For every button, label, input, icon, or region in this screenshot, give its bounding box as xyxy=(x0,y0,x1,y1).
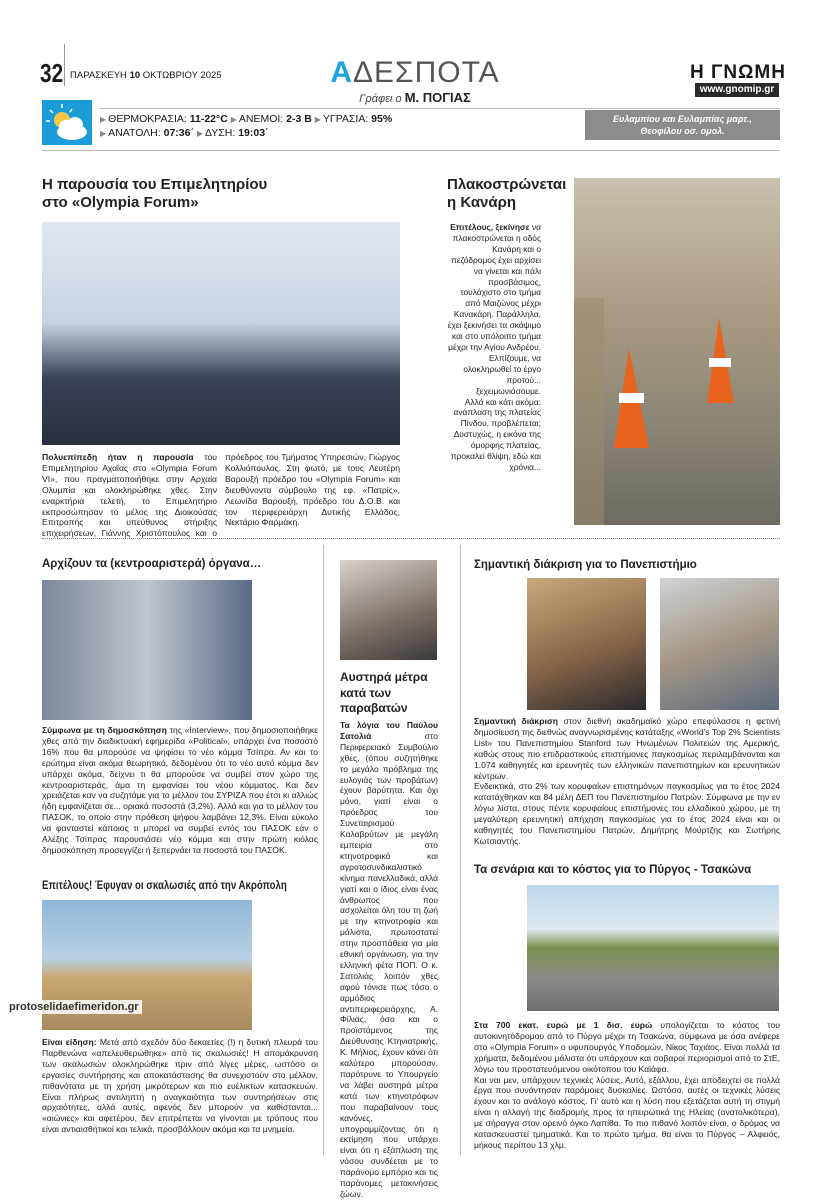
sun-cloud-icon xyxy=(42,100,92,145)
paragraph: Ελπίζουμε, να ολοκληρωθεί το έργο προτού... ξεχειμωνιάσουμε. xyxy=(463,352,541,396)
column-title-rest: ΔΕΣΠΟΤΑ xyxy=(352,56,500,89)
lead: Πολυεπίπεδη ήταν η παρουσία xyxy=(42,452,194,462)
wind-label: ΑΝΕΜΟΙ: xyxy=(238,113,284,125)
lead: Είναι είδηση: xyxy=(42,1037,97,1047)
traffic-cones-icon xyxy=(574,178,780,525)
temp-label: ΘΕΡΜΟΚΡΑΣΙΑ: xyxy=(108,113,187,125)
watermark: protoselidaefimeridon.gr xyxy=(6,1000,142,1014)
date-day: 10 xyxy=(129,70,141,81)
body: Μετά από σχεδόν δύο δεκαετίες (!) η δυτική πλευρά του Παρθενώνα «απελευθερώθηκε» από τις σκαλωσιές! Η απομάκρυνση των σκαλωσιών ολοκληρώθηκε πριν από λίγες μέρες, ωστόσο οι εργασίες συντήρησης και αποκατάστασης θα συνεχιστούν στο μέλλον, πιθανότατα με τη χρήση μικρότερων και πιο ευέλικτων κατασκευών. Είναι πλήρως αντιληπτή η αναγκαιότητα των συντηρήσεων στις αρχαιότητες, αλλά αυτές, αφενός δεν μπορούν να καθίστανται... «αιώνιες» και αφετέρου, δεν επιτρέπεται να γίνονται με τρόπους που είναι αντιαισθητικοί και τελικά, προσβάλλουν ακόμα και τα μνημεία. xyxy=(42,1037,318,1135)
article-title-panepistimio: Σημαντική διάκριση για το Πανεπιστήμιο xyxy=(474,559,697,571)
temp-value: 11-22°C xyxy=(189,113,228,125)
politicians-photo xyxy=(42,580,252,720)
column-title-initial: Α xyxy=(330,56,353,89)
akropoli-text xyxy=(42,1037,318,1135)
paragraph: Και ναι μεν, υπάρχουν τεχνικές λύσεις. Αυτό, εξάλλου, έχει αποδειχτεί σε πολλά έργα που συνάντησαν παρόμοιες δυσκολίες. Ωστόσο, αυτές οι τεχνικές λύσεις έχουν και το ανάλογο κόστος. Γι' αυτό και η λύση που εξετάζεται αυτή τη στιγμή είναι η αλλαγή της διαδρομής προς τα ηπειρωτικά της Ηλείας (ανατολικότερα), με σήραγγα στον ορεινό όγκο Λαπίθα. Το πιο πιθανό λοιπόν είναι, ο δρόμος να κατασκευαστεί τμηματικά. Και το πρώτο τμήμα, θα είναι το Πύργος – Αλφειός, μήκους περίπου 13 χλμ. xyxy=(474,1074,780,1150)
divider xyxy=(64,44,65,86)
newspaper-logo: Η ΓΝΩΜΗ xyxy=(690,62,786,83)
wind-value: 2-3 B xyxy=(286,113,312,125)
sunset-label: ΔΥΣΗ: xyxy=(205,127,236,139)
lead: Τα λόγια του Παύλου Σατολιά xyxy=(340,720,438,741)
kanari-text xyxy=(447,222,541,473)
kanari-street-photo xyxy=(574,178,780,525)
body: στον διεθνή ακαδημαϊκό χώρο επεφύλασσε η φετινή δημοσίευση της διεθνώς αναγνωρισμένης κατάταξης «World's Top 2% Scientists List» του Πανεπιστημίου Stanford των Ηνωμένων Πολιτειών της Αμερικής, καθώς στους πιο επιδραστικούς επιστήμονες παγκοσμίως περιλαμβάνονται και 1.074 καθηγητές και ερευνητές των ελληνικών πανεπιστημίων και ερευνητικών κέντρων. xyxy=(474,716,780,781)
page-number: 32 xyxy=(40,58,64,88)
weather-line-2: ▶ ΑΝΑΤΟΛΗ: 07:36΄ ▶ ΔΥΣΗ: 19:03΄ xyxy=(100,127,269,139)
humidity-value: 95% xyxy=(371,113,393,125)
weather-line-1: ▶ ΘΕΡΜΟΚΡΑΣΙΑ: 11-22°C ▶ ΑΝΕΜΟΙ: 2-3 B ▶ ΥΓΡΑΣΙΑ: 95% xyxy=(100,113,393,125)
panepistimio-text xyxy=(474,716,780,847)
highway-photo xyxy=(527,885,779,1011)
lead: Σημαντική διάκριση xyxy=(474,716,559,726)
body: του Επιμελητηρίου Αχαΐας στο «Olympia Forum VI», που πραγματοποιήθηκε στην Αρχαία Ολυμπία και ολοκληρώθηκε χθες. Στην εναρκτήρια τελετή, το Επιμελητήριο εκπροσώπησαν το μέλος της Διοικούσας Επιτροπής και υπεύθυνος στήριξης επιχειρήσεων, Γιάννης Χριστόπουλος και ο πρόεδρος του Τμήματος Υπηρεσιών, Γιώργος Κολλιόπουλος. Στη φωτό, με τους Λευτέρη Βαρουξή πρόεδρο του «Olympia Forum» και διευθύνοντα σύμβουλο της εφ. «Πατρίς», Λεωνίδα Βαρουξή, πρόεδρο του Δ.Ο.Β. και τον περιφερειάρχη Δυτικής Ελλάδος, Νεκτάριο Φαρμάκη. xyxy=(42,452,400,539)
website-url[interactable]: www.gnomip.gr xyxy=(695,83,779,97)
body: υπολογίζεται το κόστος του αυτοκινητόδρομου από το Πύργο μέχρι τη Τσακώνα, σύμφωνα με όσα ανέφερε στο «Olympia Forum» ο υφυπουργός Υποδομών, Νίκος Ταχιάος. Είναι πολλά τα χρήματα, δεδομένου μάλιστα ότι υπάρχουν και σοβαροί περιορισμοί από το ΣτΕ, λόγω του προστατευόμενου οικότοπου του Καϊάφα. xyxy=(474,1020,781,1074)
pyrgos-text xyxy=(474,1020,780,1151)
forum-group-photo xyxy=(42,222,400,445)
issue-date xyxy=(70,70,222,81)
sunrise-label: ΑΝΑΤΟΛΗ: xyxy=(108,127,161,139)
body: να πλακοστρώνεται η οδός Κανάρη και ο πεζόδρομος έχει αρχίσει να γίνεται και πάλι προσβάσιμος, τουλάχιστο στο τμήμα από Μαιζώνος μέχρι Κανακάρη. Παράλληλα, έχει ξεκινήσει τα σκάψιμο και στο υπόλοιπο τμήμα μέχρι την Αγίου Ανδρέου. xyxy=(447,222,541,352)
article-title-metra: Αυστηρά μέτρα κατά των παραβατών xyxy=(340,670,428,715)
professor-photo-1 xyxy=(527,578,646,710)
article-title-kanari: Πλακοστρώνεται η Κανάρη xyxy=(447,176,567,211)
humidity-label: ΥΓΡΑΣΙΑ: xyxy=(322,113,369,125)
byline-prefix: Γράφει ο xyxy=(359,93,402,105)
lead: Στα 700 εκατ. ευρώ με 1 δισ. ευρώ xyxy=(474,1020,653,1030)
column-title xyxy=(330,56,500,90)
column-divider xyxy=(460,545,461,1155)
article-title-akropoli: Επιτέλους! Έφυγαν οι σκαλωσιές από την Ακρόπολη xyxy=(42,880,287,892)
byline xyxy=(330,90,500,105)
nameday-box xyxy=(585,110,780,140)
sunset-value: 19:03΄ xyxy=(238,127,269,139)
professor-photo-2 xyxy=(660,578,779,710)
article-title-organa: Αρχίζουν τα (κεντροαριστερά) όργανα… xyxy=(42,558,262,570)
forum-caption xyxy=(42,452,400,539)
paragraph: Αλλά και κάτι ακόμα: ανάπλαση της πλατείας Πίνδου, προβλέπεται; Δυστυχώς, η εικόνα της όμορφης πλατείας, προκαλεί θλίψη, εδώ και χρόνια... xyxy=(450,396,541,472)
sunrise-value: 07:36΄ xyxy=(163,127,194,139)
body: της «Interview», που δημοσιοποιήθηκε χθες από την διαδικτυακή εφημερίδα «Political», υπάρχει ένα ποσοστό 16% που θα μπορούσε να ψηφίσει το νέο κόμμα Τσίπρα. Αν και το ερώτημα είναι ακόμα θεωρητικό, δεδομένου ότι το νέο αυτό κόμμα δεν υπάρχει ακόμα, δείχνει τι θα μπορούσε να συμβεί στον χώρο της κεντροαριστεράς, άμα τη εμφανίσει του νέου κόμματος. Και δεν χρειάζεται καν να συζητάμε για το μέλλον του ΣΥΡΙΖΑ που έτσι κι αλλιώς ήδη εμφανίζεται σε... οριακά ποσοστά (3,2%). Αλλά και για το μέλλον του ΠΑΣΟΚ, το οποίο στην πρόθεση ψήφου λαμβάνει 12,3%. Είναι εύκολο να φανταστεί κάποιος τι μπορεί να συμβεί εντός του ΠΑΣΟΚ εάν ο Αλέξης Τσίπρας παρουσιάσει νέο κόμμα και στην πρώτη κιόλας δημοσκόπηση προσεγγίζει ή ξεπερνάει τα ποσοστά του ΠΑΣΟΚ. xyxy=(42,725,318,855)
body: στο Περιφερειακό Συμβούλιο χθες, (όπου συζητήθηκε το μεγάλο πρόβλημα της ευλογιάς των προβάτων) έχουν βαρύτητα. Και όχι μόνο, γιατί είναι ο πρόεδρος του Συνεταιρισμού Καλαβρύτων με μεγάλη εμπειρία στο κτηνοτροφικό και αγροτοσυνδικαλιστικό κίνημα πανελλαδικά, αλλά γιατί και ο ίδιος είναι ένας άνθρωπος που ασχολείται όλη του τη ζωή με την κτηνοτροφία και μάλιστα, πρωτοστατεί στην προσπάθεια για μία εθνική οργάνωση, για την ελληνική φέτα ΠΟΠ. Ο κ. Σατολιάς λοιπόν χθες αφού τόνισε πως τόσο ο αρμόδιος αντιπεριφερειάρχης, Α. Φίλιας, όσο και ο προϊστάμενος της Διεύθυνσης Κτηνιατρικής, Κ. Μήλιος, έχουν κάνει ότι καλύτερο μπορούσαν, παρότρυνε το Υπουργείο να λάβει αυστηρά μέτρα κατά των κτηνοτρόφων που παραβαίνουν τους κανόνες, υπογραμμίζοντας ότι η εκτίμηση που υπάρχει είναι ότι η εξάπλωση της νόσου συνδέεται με το παράνομο εμπόριο και τις παράνομες μετακινήσεις ζώων. xyxy=(340,730,438,1199)
byline-author: Μ. ΠΟΓΙΑΣ xyxy=(404,90,471,105)
lead: Σύμφωνα με τη δημοσκόπηση xyxy=(42,725,167,735)
section-divider xyxy=(42,538,780,539)
paragraph: Ενδεικτικά, στο 2% των κορυφαίων επιστημόνων παγκοσμίως για το έτος 2024 κατατάχθηκαν και 84 μέλη ΔΕΠ του Πανεπιστημίου Πατρών. Σύμφωνα με την εν λόγω λίστα, στους πέντε κορυφαίους επιστήμονες του ελλαδικού χώρου, με τη μεγαλύτερη ερευνητική απήχηση παγκοσμίως για το έτος 2024 είναι και οι καθηγητές του Πανεπιστημίου Πατρών, Δημήτρης Μούρτζης και Σωτήρης Κωτσιαντής. xyxy=(474,781,780,846)
article-title-forum: Η παρουσία του Επιμελητηρίου στο «Olympia Forum» xyxy=(42,176,268,211)
organa-text xyxy=(42,725,318,856)
article-title-pyrgos: Τα σενάρια και το κόστος για το Πύργος - Τσακώνα xyxy=(474,864,752,876)
column-divider xyxy=(323,545,324,1155)
nameday-line: Ευλαμπίου και Ευλαμπίας μαρτ., xyxy=(613,114,752,124)
lead: Επιτέλους, ξεκίνησε xyxy=(450,222,530,232)
portrait-photo xyxy=(340,560,437,660)
date-month-year: ΟΚΤΩΒΡΙΟΥ 2025 xyxy=(142,70,222,81)
date-day-name: ΠΑΡΑΣΚΕΥΗ xyxy=(70,70,127,81)
divider xyxy=(42,150,780,151)
metra-text xyxy=(340,720,438,1200)
divider xyxy=(100,108,780,109)
nameday-line: Θεοφίλου οσ. ομολ. xyxy=(640,126,725,136)
